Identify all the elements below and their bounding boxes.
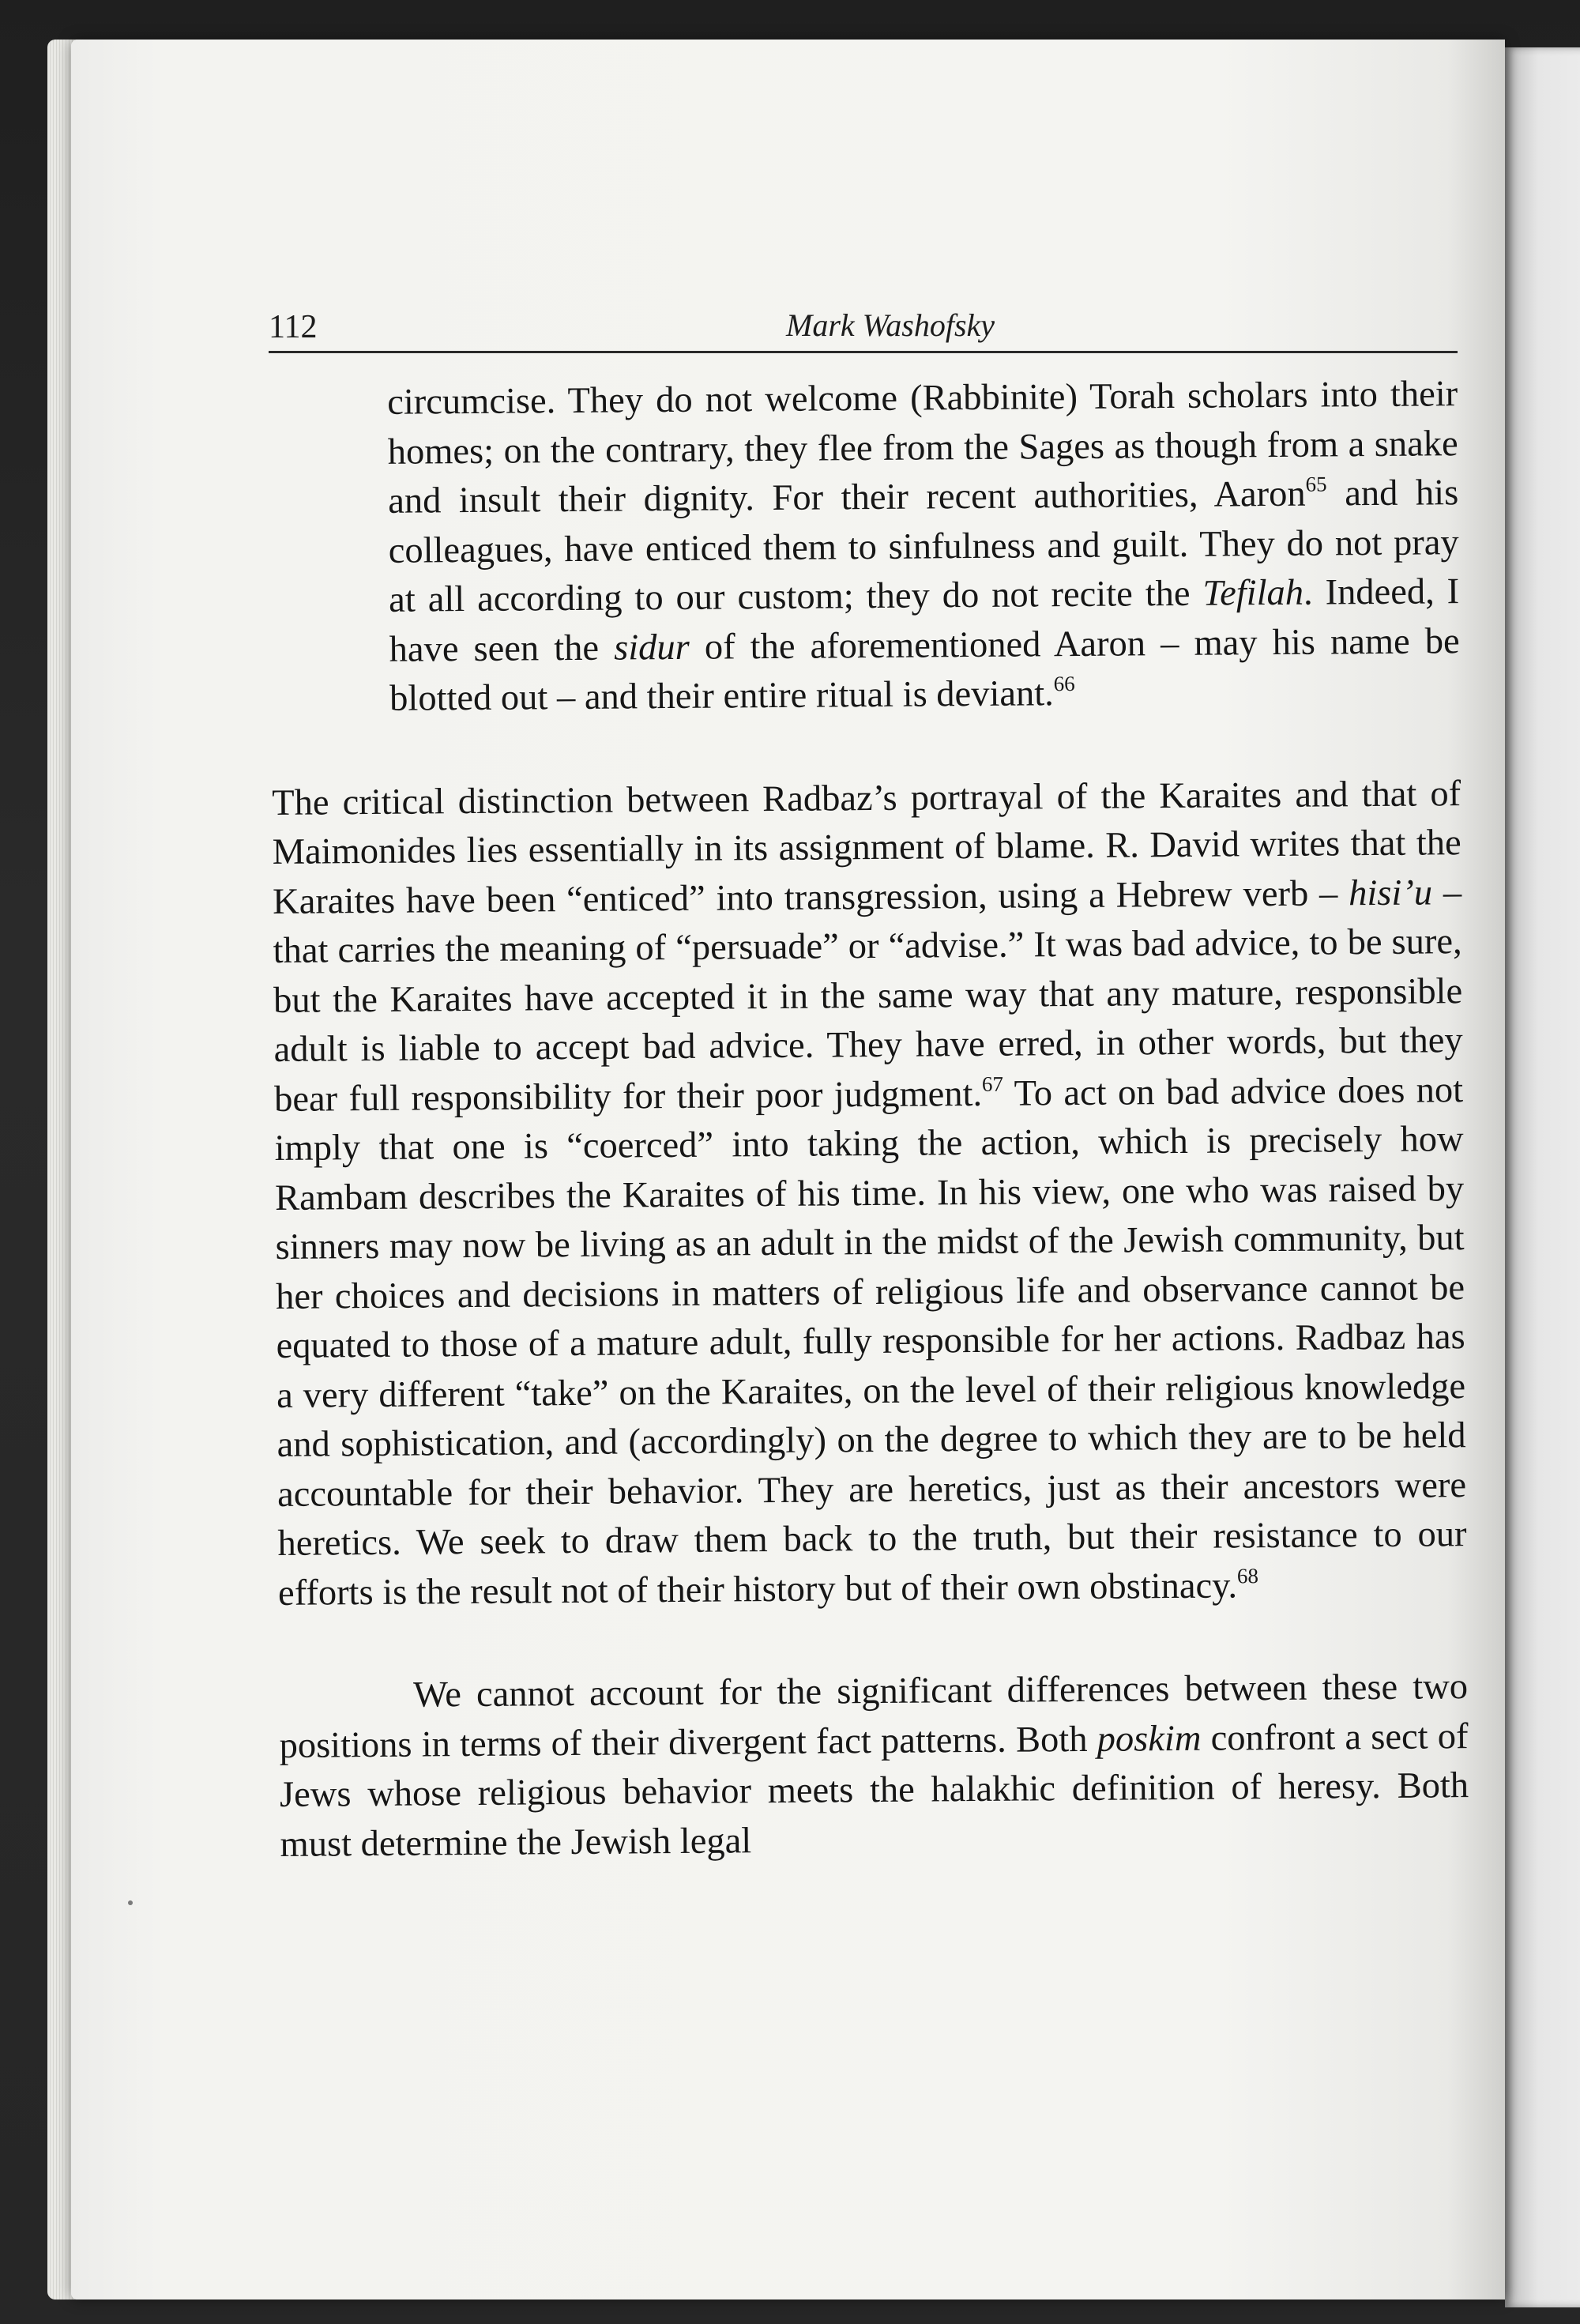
footnote-ref-67: 67 (981, 1072, 1004, 1096)
paragraph-2 (272, 770, 1467, 1618)
footnote-ref-66: 66 (1053, 671, 1075, 696)
footnote-ref-65: 65 (1305, 472, 1327, 496)
para3-text-2: confront a sect of Jews whose religious behavior meets the halakhic definition of heresy. Both must determine the Jewish legal (279, 1716, 1469, 1865)
quote-text-1: circumcise. They do not welcome (Rabbinite) Torah scholars into their homes; on the contrary, they flee from the Sages as though from a snake and insult their dignity. For their recent authorities, Aaron (387, 374, 1458, 522)
term-hisiu: hisi’u (1348, 872, 1433, 913)
para2-text-1: The critical distinction between Radbaz’s portrayal of the Karaites and that of Maimonides lies essentially in its assignment of blame. R. David writes that the Karaites have been “enticed” into transgression, using a Hebrew verb – (272, 773, 1462, 922)
para2-text-2: – that carries the meaning of “persuade” or “advise.” It was bad advice, to be sure, but the Karaites have accepted it in the same way that any mature, responsible adult is liable to accept bad advice. They have erred, in other words, but they bear full responsibility for their poor judgment. (273, 872, 1463, 1120)
paper-speck (128, 1900, 133, 1905)
para2-text-3: To act on bad advice does not imply that one is “coerced” into taking the action, which is precisely how Rambam describes the Karaites of his time. In his view, one who was raised by sinners may now be living as an adult in the midst of the Jewish community, but her choices and decisions in matters of religious life and observance cannot be equated to those of a mature adult, fully responsible for her actions. Radbaz has a very different “take” on the Karaites, on the level of their religious knowledge and sophistication, and (accordingly) on the degree to which they are to be held accountable for their behavior. They are heretics, just as their ancestors were heretics. We seek to draw them back to the truth, but their resistance to our efforts is the result not of their history but of their own obstinacy. (274, 1069, 1467, 1614)
footnote-ref-68: 68 (1236, 1563, 1258, 1588)
running-head (269, 303, 1458, 353)
paragraph-3 (279, 1663, 1469, 1870)
page-number: 112 (269, 309, 318, 345)
term-poskim: poskim (1097, 1718, 1202, 1760)
para3-text-1: We cannot account for the significant differences between these two positions in terms of their divergent fact patterns. Both (279, 1667, 1469, 1766)
block-quote (387, 370, 1460, 724)
quote-text-2: and his colleagues, have enticed them to sinfulness and guilt. They do not pray at all according to our custom; they do not recite the (388, 473, 1459, 620)
term-sidur: sidur (613, 627, 690, 669)
page-body (269, 370, 1469, 1870)
quote-text-4: of the aforementioned Aaron – may his name be blotted out – and their entire ritual is deviant. (389, 620, 1460, 719)
facing-page-edge (1505, 47, 1580, 2307)
term-tefilah: Tefilah (1202, 572, 1304, 614)
running-title: Mark Washofsky (786, 307, 995, 343)
quote-text-3: . Indeed, I have seen the (389, 571, 1460, 670)
